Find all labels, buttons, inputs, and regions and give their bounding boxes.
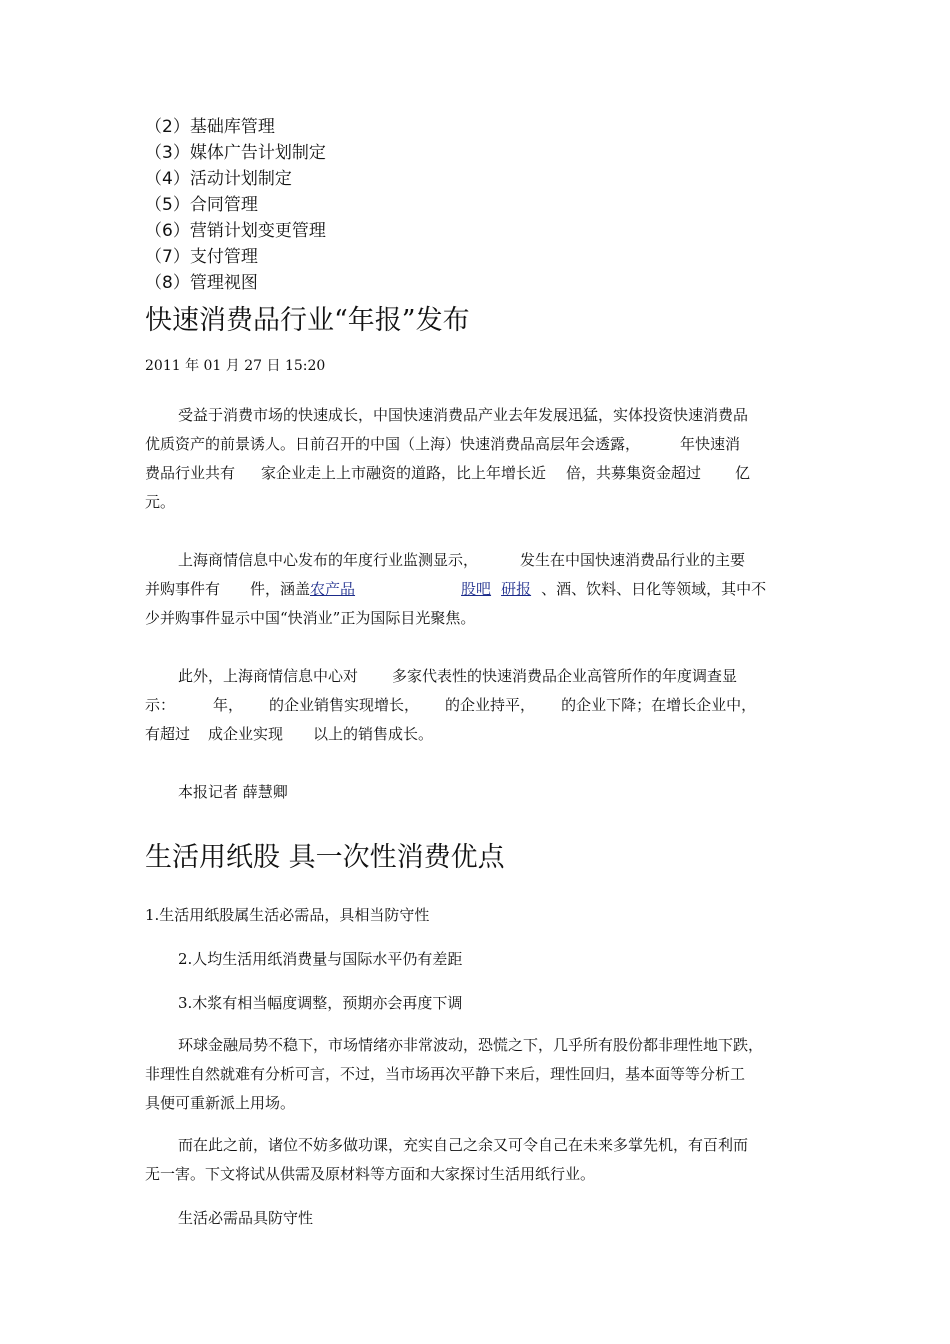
text-run: 年， <box>213 696 244 714</box>
paragraph-line: 无一害。下文将试从供需及原材料等方面和大家探讨生活用纸行业。 <box>145 1165 596 1183</box>
text-run: 费品行业共有 <box>145 464 236 482</box>
paragraph-line <box>145 430 810 459</box>
list-item: （8）管理视图 <box>145 273 258 293</box>
list-item: （7）支付管理 <box>145 247 258 267</box>
article-date: 2011 年 01 月 27 日 15:20 <box>145 358 326 374</box>
paragraph-line <box>145 546 810 575</box>
text-run: 优质资产的前景诱人。日前召开的中国（上海）快速消费品高层年会透露， <box>145 435 641 453</box>
text-run: 并购事件有 <box>145 580 221 598</box>
text-run: 上海商情信息中心发布的年度行业监测显示， <box>178 551 479 569</box>
text-run: 有超过 <box>145 725 191 743</box>
paragraph-line: 而在此之前，诸位不妨多做功课，充实自己之余又可令自己在未来多掌先机，有百利而 <box>178 1136 749 1154</box>
paragraph-line: 受益于消费市场的快速成长，中国快速消费品产业去年发展迅猛，实体投资快速消费品 <box>178 406 749 424</box>
text-run: 件，涵盖 <box>250 580 311 598</box>
paragraph-line: 非理性自然就难有分析可言，不过，当市场再次平静下来后，理性回归，基本面等等分析工 <box>145 1065 746 1083</box>
paragraph <box>145 546 810 633</box>
paragraph-line: 少并购事件显示中国“快消业”正为国际目光聚焦。 <box>145 609 476 627</box>
text-run: 的企业持平， <box>445 696 536 714</box>
text-run: 、酒、饮料、日化等领域，其中不 <box>541 580 767 598</box>
text-run: 年快速消 <box>680 435 741 453</box>
paragraph <box>145 1131 810 1189</box>
text-run: 家企业走上上市融资的道路，比上年增长近 <box>261 464 547 482</box>
paragraph-line: 具便可重新派上用场。 <box>145 1094 296 1112</box>
paragraph-line <box>145 459 810 488</box>
paragraph <box>145 401 810 517</box>
paragraph <box>145 1031 810 1118</box>
article-title: 快速消费品行业“年报”发布 <box>145 305 470 336</box>
list-item: （2）基础库管理 <box>145 117 275 137</box>
list-item: （4）活动计划制定 <box>145 169 292 189</box>
list-item: （3）媒体广告计划制定 <box>145 143 326 163</box>
paragraph-line <box>145 720 810 749</box>
paragraph-line: 环球金融局势不稳下，市场情绪亦非常波动，恐慌之下，几乎所有股份都非理性地下跌， <box>178 1036 764 1054</box>
text-run: 发生在中国快速消费品行业的主要 <box>520 551 746 569</box>
paragraph-line <box>145 662 810 691</box>
paragraph <box>145 662 810 749</box>
text-run: 倍，共募集资金超过 <box>566 464 702 482</box>
text-run: 多家代表性的快速消费品企业高管所作的年度调查显 <box>392 667 738 685</box>
text-run: 以上的销售成长。 <box>313 725 434 743</box>
text-run: 亿 <box>735 464 751 482</box>
article-title: 生活用纸股 具一次性消费优点 <box>145 842 505 873</box>
text-run: 此外，上海商情信息中心对 <box>178 667 359 685</box>
text-run: 示： <box>145 696 176 714</box>
key-point: 3.木浆有相当幅度调整，预期亦会再度下调 <box>178 994 463 1012</box>
text-run: 成企业实现 <box>208 725 284 743</box>
text-run: 的企业销售实现增长， <box>269 696 420 714</box>
link-agri-products[interactable]: 农产品 <box>310 580 356 598</box>
link-research-report[interactable]: 研报 <box>501 580 532 598</box>
paragraph-line: 元。 <box>145 493 176 511</box>
list-item: （5）合同管理 <box>145 195 258 215</box>
paragraph-line <box>145 575 810 604</box>
section-subheading: 生活必需品具防守性 <box>178 1209 314 1227</box>
link-stock-forum[interactable]: 股吧 <box>461 580 492 598</box>
module-list <box>145 114 326 296</box>
key-point: 1.生活用纸股属生活必需品，具相当防守性 <box>145 906 430 924</box>
list-item: （6）营销计划变更管理 <box>145 221 326 241</box>
reporter-byline: 本报记者 薛慧卿 <box>178 783 288 801</box>
text-run: 的企业下降；在增长企业中， <box>561 696 757 714</box>
key-point: 2.人均生活用纸消费量与国际水平仍有差距 <box>178 950 463 968</box>
paragraph-line <box>145 691 810 720</box>
